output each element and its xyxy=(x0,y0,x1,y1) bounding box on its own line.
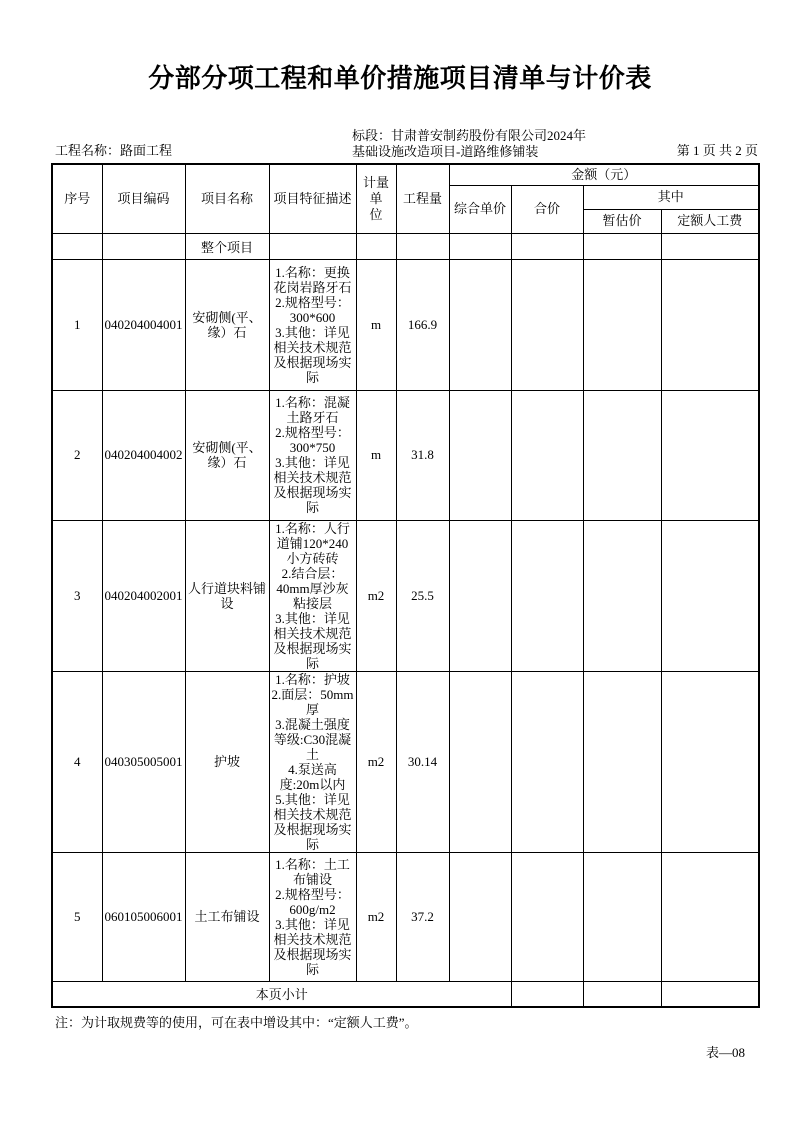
cell-labor-cost-empty xyxy=(661,852,759,981)
cell-unit: m2 xyxy=(356,671,396,852)
cell-code: 040305005001 xyxy=(102,671,185,852)
cell-code: 040204002001 xyxy=(102,520,185,671)
table-row xyxy=(52,671,759,852)
col-header-features: 项目特征描述 xyxy=(269,164,356,233)
col-header-total-price: 合价 xyxy=(511,185,583,233)
cell-total-price-empty xyxy=(511,259,583,390)
col-header-code: 项目编码 xyxy=(102,164,185,233)
col-header-seq: 序号 xyxy=(52,164,102,233)
cell-name: 人行道块料铺设 xyxy=(185,520,269,671)
cell-labor-cost-empty xyxy=(661,390,759,520)
footnote: 注：为计取规费等的使用，可在表中增设其中：“定额人工费”。 xyxy=(55,1015,418,1030)
cell-unit-price-empty xyxy=(449,390,511,520)
cell-empty xyxy=(102,233,185,259)
cell-unit-price-empty xyxy=(449,852,511,981)
cell-unit: m xyxy=(356,259,396,390)
cell-unit: m2 xyxy=(356,852,396,981)
cell-seq: 5 xyxy=(52,852,102,981)
cell-empty xyxy=(583,233,661,259)
cell-provisional-empty xyxy=(583,390,661,520)
cell-total-price-empty xyxy=(511,852,583,981)
col-header-unit: 计量单 位 xyxy=(356,164,396,233)
meta-row xyxy=(51,122,758,160)
table-row xyxy=(52,520,759,671)
col-header-quantity: 工程量 xyxy=(396,164,449,233)
cell-name: 护坡 xyxy=(185,671,269,852)
cell-total-price-empty xyxy=(511,981,583,1007)
cell-seq: 4 xyxy=(52,671,102,852)
table-row xyxy=(52,259,759,390)
table-row xyxy=(52,390,759,520)
cell-unit: m xyxy=(356,390,396,520)
cell-unit-price-empty xyxy=(449,671,511,852)
cell-features: 1.名称：土工布铺设 2.规格型号：600g/m2 3.其他：详见相关技术规范及根据现场实际 xyxy=(269,852,356,981)
table-row xyxy=(52,852,759,981)
section-row xyxy=(52,233,759,259)
cell-labor-cost-empty xyxy=(661,671,759,852)
page-title: 分部分项工程和单价措施项目清单与计价表 xyxy=(148,64,652,93)
cell-unit-price-empty xyxy=(449,520,511,671)
col-header-name: 项目名称 xyxy=(185,164,269,233)
cell-empty xyxy=(661,233,759,259)
cell-code: 060105006001 xyxy=(102,852,185,981)
cell-total-price-empty xyxy=(511,671,583,852)
cell-empty xyxy=(396,233,449,259)
page-indicator: 第 1 页 共 2 页 xyxy=(676,143,758,158)
project-name: 工程名称：路面工程 xyxy=(55,143,173,158)
cell-empty xyxy=(356,233,396,259)
cell-unit: m2 xyxy=(356,520,396,671)
cell-code: 040204004001 xyxy=(102,259,185,390)
subtotal-label: 本页小计 xyxy=(52,981,511,1007)
cell-labor-cost-empty xyxy=(661,520,759,671)
cell-empty xyxy=(52,233,102,259)
cell-provisional-empty xyxy=(583,852,661,981)
section-label: 整个项目 xyxy=(185,233,269,259)
boq-table xyxy=(51,163,760,1008)
cell-provisional-empty xyxy=(583,520,661,671)
cell-provisional-empty xyxy=(583,671,661,852)
col-header-amount-group: 金额（元） xyxy=(449,164,759,185)
cell-name: 土工布铺设 xyxy=(185,852,269,981)
cell-features: 1.名称：人行道铺120*240小方砖砖 2.结合层：40mm厚沙灰粘接层 3.其他：详见相关技术规范及根据现场实际 xyxy=(269,520,356,671)
cell-seq: 3 xyxy=(52,520,102,671)
cell-seq: 2 xyxy=(52,390,102,520)
cell-quantity: 37.2 xyxy=(396,852,449,981)
cell-features: 1.名称：混凝土路牙石 2.规格型号：300*750 3.其他：详见相关技术规范及根据现场实际 xyxy=(269,390,356,520)
cell-quantity: 166.9 xyxy=(396,259,449,390)
cell-empty xyxy=(511,233,583,259)
cell-name: 安砌侧(平、缘）石 xyxy=(185,259,269,390)
cell-total-price-empty xyxy=(511,520,583,671)
cell-quantity: 25.5 xyxy=(396,520,449,671)
col-header-unit-price: 综合单价 xyxy=(449,185,511,233)
cell-features: 1.名称：更换花岗岩路牙石 2.规格型号：300*600 3.其他：详见相关技术规范及根据现场实际 xyxy=(269,259,356,390)
col-header-of-which: 其中 xyxy=(583,185,759,209)
cell-empty xyxy=(269,233,356,259)
col-header-provisional: 暂估价 xyxy=(583,209,661,233)
form-code: 表—08 xyxy=(705,1045,745,1060)
subtotal-row xyxy=(52,981,759,1007)
section-info: 标段：甘肃普安制药股份有限公司2024年 基础设施改造项目-道路维修铺装 xyxy=(352,128,587,159)
col-header-labor-cost: 定额人工费 xyxy=(661,209,759,233)
cell-unit-price-empty xyxy=(449,259,511,390)
cell-features: 1.名称：护坡 2.面层：50mm厚 3.混凝土强度等级:C30混凝土 4.泵送高度:20m以内 5.其他：详见相关技术规范及根据现场实际 xyxy=(269,671,356,852)
cell-seq: 1 xyxy=(52,259,102,390)
cell-total-price-empty xyxy=(511,390,583,520)
cell-labor-cost-empty xyxy=(661,259,759,390)
cell-quantity: 30.14 xyxy=(396,671,449,852)
cell-labor-cost-empty xyxy=(661,981,759,1007)
cell-quantity: 31.8 xyxy=(396,390,449,520)
cell-code: 040204004002 xyxy=(102,390,185,520)
cell-empty xyxy=(449,233,511,259)
cell-provisional-empty xyxy=(583,981,661,1007)
cell-provisional-empty xyxy=(583,259,661,390)
cell-name: 安砌侧(平、缘）石 xyxy=(185,390,269,520)
